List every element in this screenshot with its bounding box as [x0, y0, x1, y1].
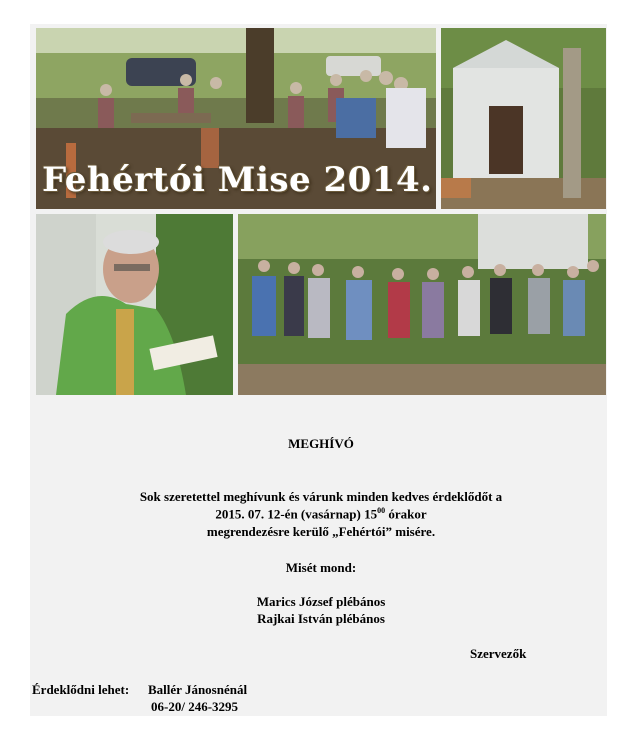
chapel-photo — [441, 28, 606, 209]
invitation-line-1: Sok szeretettel meghívunk és várunk minden kedves érdeklődőt a — [139, 489, 503, 504]
priest-photo — [36, 214, 233, 395]
group-photo — [238, 214, 606, 395]
organizers-signature: Szervezők — [470, 646, 527, 661]
time-superscript: 00 — [377, 506, 386, 515]
contact-phone: 06-20/ 246-3295 — [151, 699, 239, 714]
date-text: 2015. 07. 12-én (vasárnap) 15 — [215, 506, 378, 522]
priest-1: Marics József plébános — [256, 594, 386, 609]
congregation-photo — [36, 28, 436, 209]
invitation-date-line — [36, 506, 606, 522]
mass-label: Misét mond: — [285, 560, 357, 575]
priest-2: Rajkai István plébános — [257, 611, 385, 626]
invitation-heading: MEGHÍVÓ — [288, 436, 354, 451]
photo-title: Fehértói Mise 2014. — [42, 160, 433, 200]
contact-label: Érdeklődni lehet: — [32, 682, 130, 697]
time-suffix: órakor — [385, 506, 427, 522]
invitation-line-3: megrendezésre kerülő „Fehértói” misére. — [206, 524, 436, 539]
contact-name: Ballér Jánosnénál — [148, 682, 248, 697]
